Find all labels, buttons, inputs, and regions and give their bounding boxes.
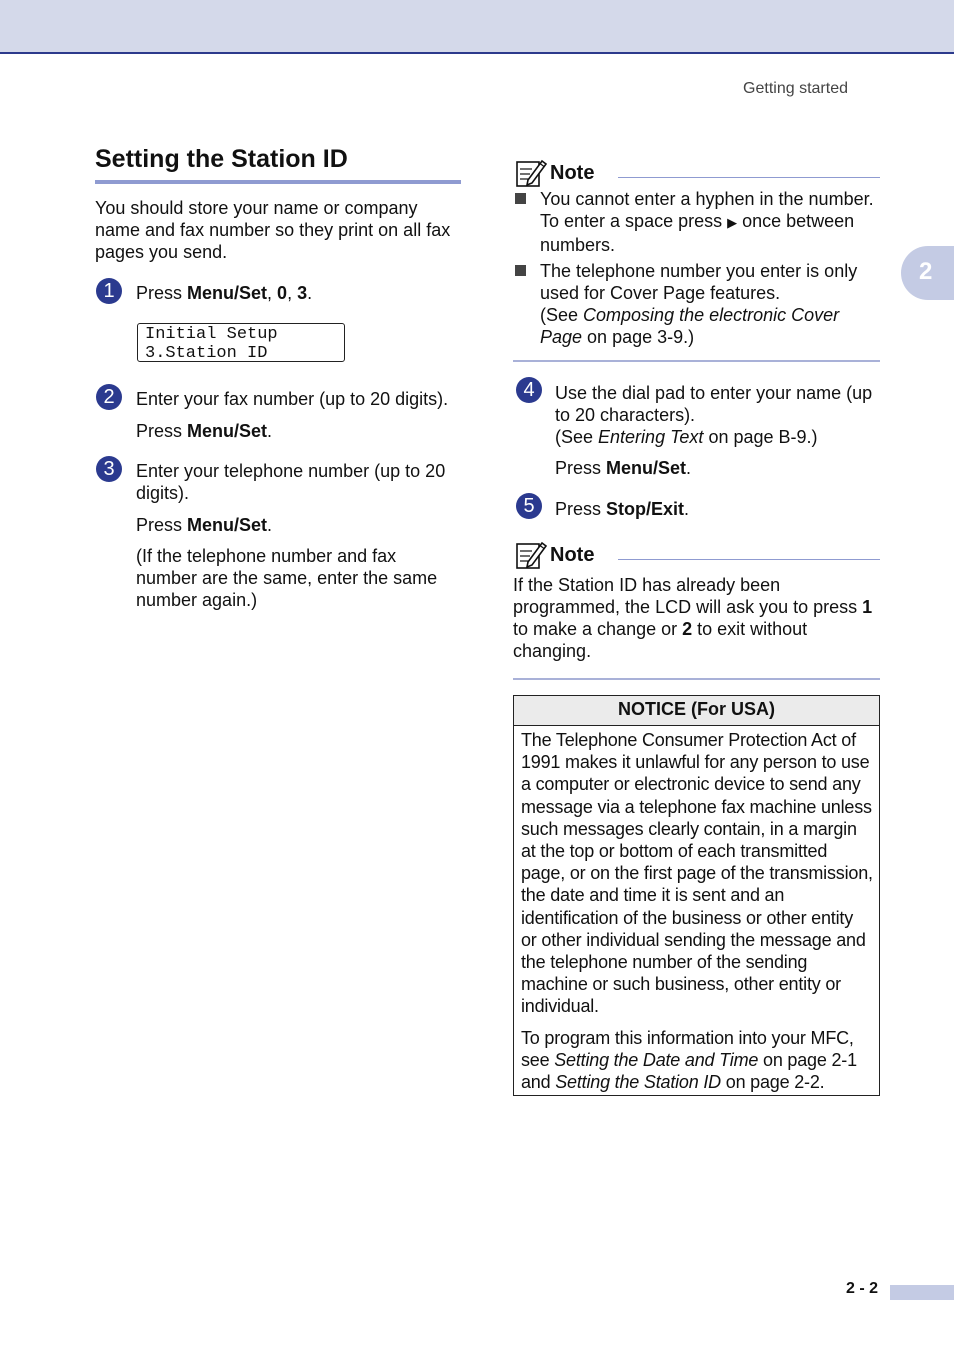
bullet-marker [515,193,526,204]
notice-title: NOTICE (For USA) [514,696,879,726]
step-3-extra: (If the telephone number and fax number are the same, enter the same number again.) [136,546,438,610]
step-3-press: Press Menu/Set. [136,515,273,535]
step-5-badge: 5 [516,493,542,519]
lcd-line-2: 3.Station ID [145,344,268,363]
header-band [0,0,954,54]
step-3-text: Enter your telephone number (up to 20 digits). [136,461,446,503]
bullet-marker [515,265,526,276]
step-4-badge: 4 [516,377,542,403]
step-4-text: Use the dial pad to enter your name (up to 20 characters). (See Entering Text on page B-9.) [555,383,873,447]
chapter-number: 2 [919,258,933,285]
note-1-bullet-1: You cannot enter a hyphen in the number. To enter a space press ▶ once between numbers. [540,189,874,255]
title-underline [95,180,461,184]
page-number-bar [890,1285,954,1300]
lcd-line-1: Initial Setup [145,325,278,344]
intro-paragraph: You should store your name or company name and fax number so they print on all fax pages you send. [95,198,451,262]
step-3-badge: 3 [96,456,122,482]
note-1-rule [618,177,880,178]
notice-paragraph-1: The Telephone Consumer Protection Act of 1991 makes it unlawful for any person to use a computer or electronic device to send any message via a telephone fax machine unless such messages clearly contain, in a margin at the top or bottom of each transmitted page, or on the first page of the transmission, the date and time it is sent and an identification of the business or other entity or other individual sending the message and the telephone number of the sending machine or such business, other entity or individual. [521,730,873,1017]
note-1-label: Note [550,162,595,184]
notice-paragraph-2: To program this information into your MFC, see Setting the Date and Time on page 2-1 and Setting the Station ID on page 2-2. [521,1027,857,1093]
lcd-display [137,323,345,362]
note-1-bottom-rule [513,360,880,362]
page-number: 2 - 2 [846,1280,879,1297]
step-2-text: Enter your fax number (up to 20 digits). [136,389,449,409]
note-1-bullet-2: The telephone number you enter is only used for Cover Page features. (See Composing the electronic Cover Page on page 3-9.) [540,261,858,347]
chapter-tab [901,246,954,300]
note-2-bottom-rule [513,678,880,680]
notice-body [514,726,879,1093]
note-2-label: Note [550,544,595,566]
step-4-press: Press Menu/Set. [555,458,692,478]
note-2-rule [618,559,880,560]
step-2-badge: 2 [96,384,122,410]
note-1-header [515,158,881,188]
note-2-header [515,540,881,570]
section-label: Getting started [743,80,848,97]
step-2-press: Press Menu/Set. [136,421,273,441]
note-2-text: If the Station ID has already been programmed, the LCD will ask you to press 1 to make a change or 2 to exit without changing. [513,575,873,661]
step-1-text: Press Menu/Set, 0, 3. [136,283,313,303]
step-1-badge: 1 [96,278,122,304]
page-title: Setting the Station ID [95,145,348,173]
note-pencil-icon [515,158,547,188]
right-arrow-icon: ▶ [727,215,738,230]
note-pencil-icon [515,540,547,570]
step-5-text: Press Stop/Exit. [555,499,690,519]
notice-box [513,695,880,1096]
